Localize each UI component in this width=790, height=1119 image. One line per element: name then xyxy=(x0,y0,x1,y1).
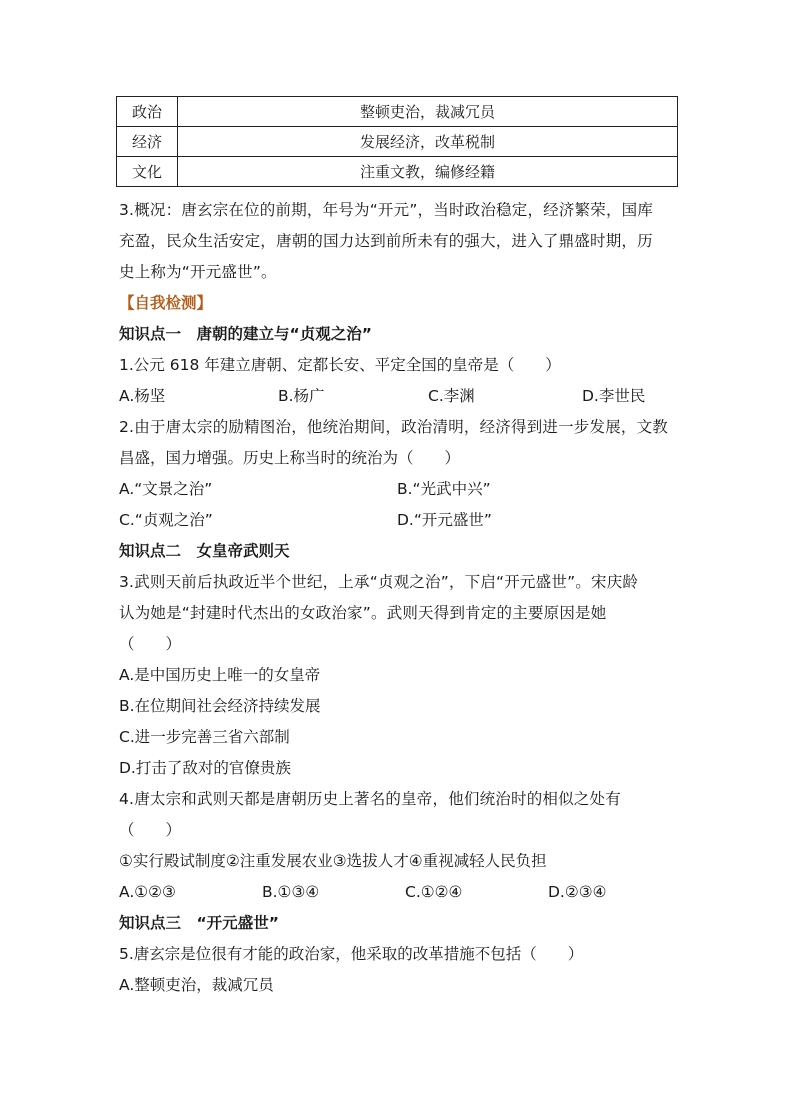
q3-stem: 3.武则天前后执政近半个世纪，上承“贞观之治”，下启“开元盛世”。宋庆龄 xyxy=(119,573,639,591)
table-value: 发展经济，改革税制 xyxy=(178,127,678,157)
q1-option-c: C.李渊 xyxy=(428,387,475,405)
table-key: 经济 xyxy=(117,127,178,157)
q2-option-a: A.“文景之治” xyxy=(119,480,213,498)
q2-option-d: D.“开元盛世” xyxy=(397,511,492,529)
q4-option-c: C.①②④ xyxy=(405,883,463,901)
table-key: 文化 xyxy=(117,157,178,187)
q4-stem: （ ） xyxy=(119,821,182,839)
q2-stem: 2.由于唐太宗的励精图治，他统治期间，政治清明，经济得到进一步发展，文教 xyxy=(119,418,668,436)
self-check-heading: 【自我检测】 xyxy=(119,294,213,312)
q3-stem: 认为她是“封建时代杰出的女政治家”。武则天得到肯定的主要原因是她 xyxy=(119,604,607,622)
q1-option-a: A.杨坚 xyxy=(119,387,166,405)
table-row xyxy=(117,157,678,187)
q4-stem: 4.唐太宗和武则天都是唐朝历史上著名的皇帝，他们统治时的相似之处有 xyxy=(119,790,621,808)
q4-items: ①实行殿试制度②注重发展农业③选拔人才④重视减轻人民负担 xyxy=(119,852,547,870)
q3-option-c: C.进一步完善三省六部制 xyxy=(119,728,290,746)
q1-option-b: B.杨广 xyxy=(278,387,325,405)
q2-option-b: B.“光武中兴” xyxy=(397,480,491,498)
q2-option-c: C.“贞观之治” xyxy=(119,511,213,529)
q4-option-d: D.②③④ xyxy=(548,883,607,901)
overview-line: 史上称为“开元盛世”。 xyxy=(119,263,277,281)
q5-option-a: A.整顿吏治，裁减冗员 xyxy=(119,976,274,994)
q3-stem: （ ） xyxy=(119,635,182,653)
kp1-heading: 知识点一 唐朝的建立与“贞观之治” xyxy=(119,325,372,343)
q3-option-d: D.打击了敌对的官僚贵族 xyxy=(119,759,291,777)
overview-line: 3.概况：唐玄宗在位的前期，年号为“开元”，当时政治稳定，经济繁荣，国库 xyxy=(119,201,654,219)
kp3-heading: 知识点三 “开元盛世” xyxy=(119,914,279,932)
reform-table xyxy=(116,96,678,187)
q3-option-a: A.是中国历史上唯一的女皇帝 xyxy=(119,666,321,684)
q1-option-d: D.李世民 xyxy=(582,387,646,405)
table-value: 整顿吏治，裁减冗员 xyxy=(178,97,678,127)
q4-option-a: A.①②③ xyxy=(119,883,176,901)
table-key: 政治 xyxy=(117,97,178,127)
q5-stem: 5.唐玄宗是位很有才能的政治家，他采取的改革措施不包括（ ） xyxy=(119,945,584,963)
overview-line: 充盈，民众生活安定，唐朝的国力达到前所未有的强大，进入了鼎盛时期，历 xyxy=(119,232,653,250)
table-row xyxy=(117,127,678,157)
q3-option-b: B.在位期间社会经济持续发展 xyxy=(119,697,321,715)
q2-stem: 昌盛，国力增强。历史上称当时的统治为（ ） xyxy=(119,449,461,467)
table-row xyxy=(117,97,678,127)
q4-option-b: B.①③④ xyxy=(262,883,320,901)
q1-stem: 1.公元 618 年建立唐朝、定都长安、平定全国的皇帝是（ ） xyxy=(119,356,561,374)
kp2-heading: 知识点二 女皇帝武则天 xyxy=(119,542,290,560)
table-value: 注重文教，编修经籍 xyxy=(178,157,678,187)
